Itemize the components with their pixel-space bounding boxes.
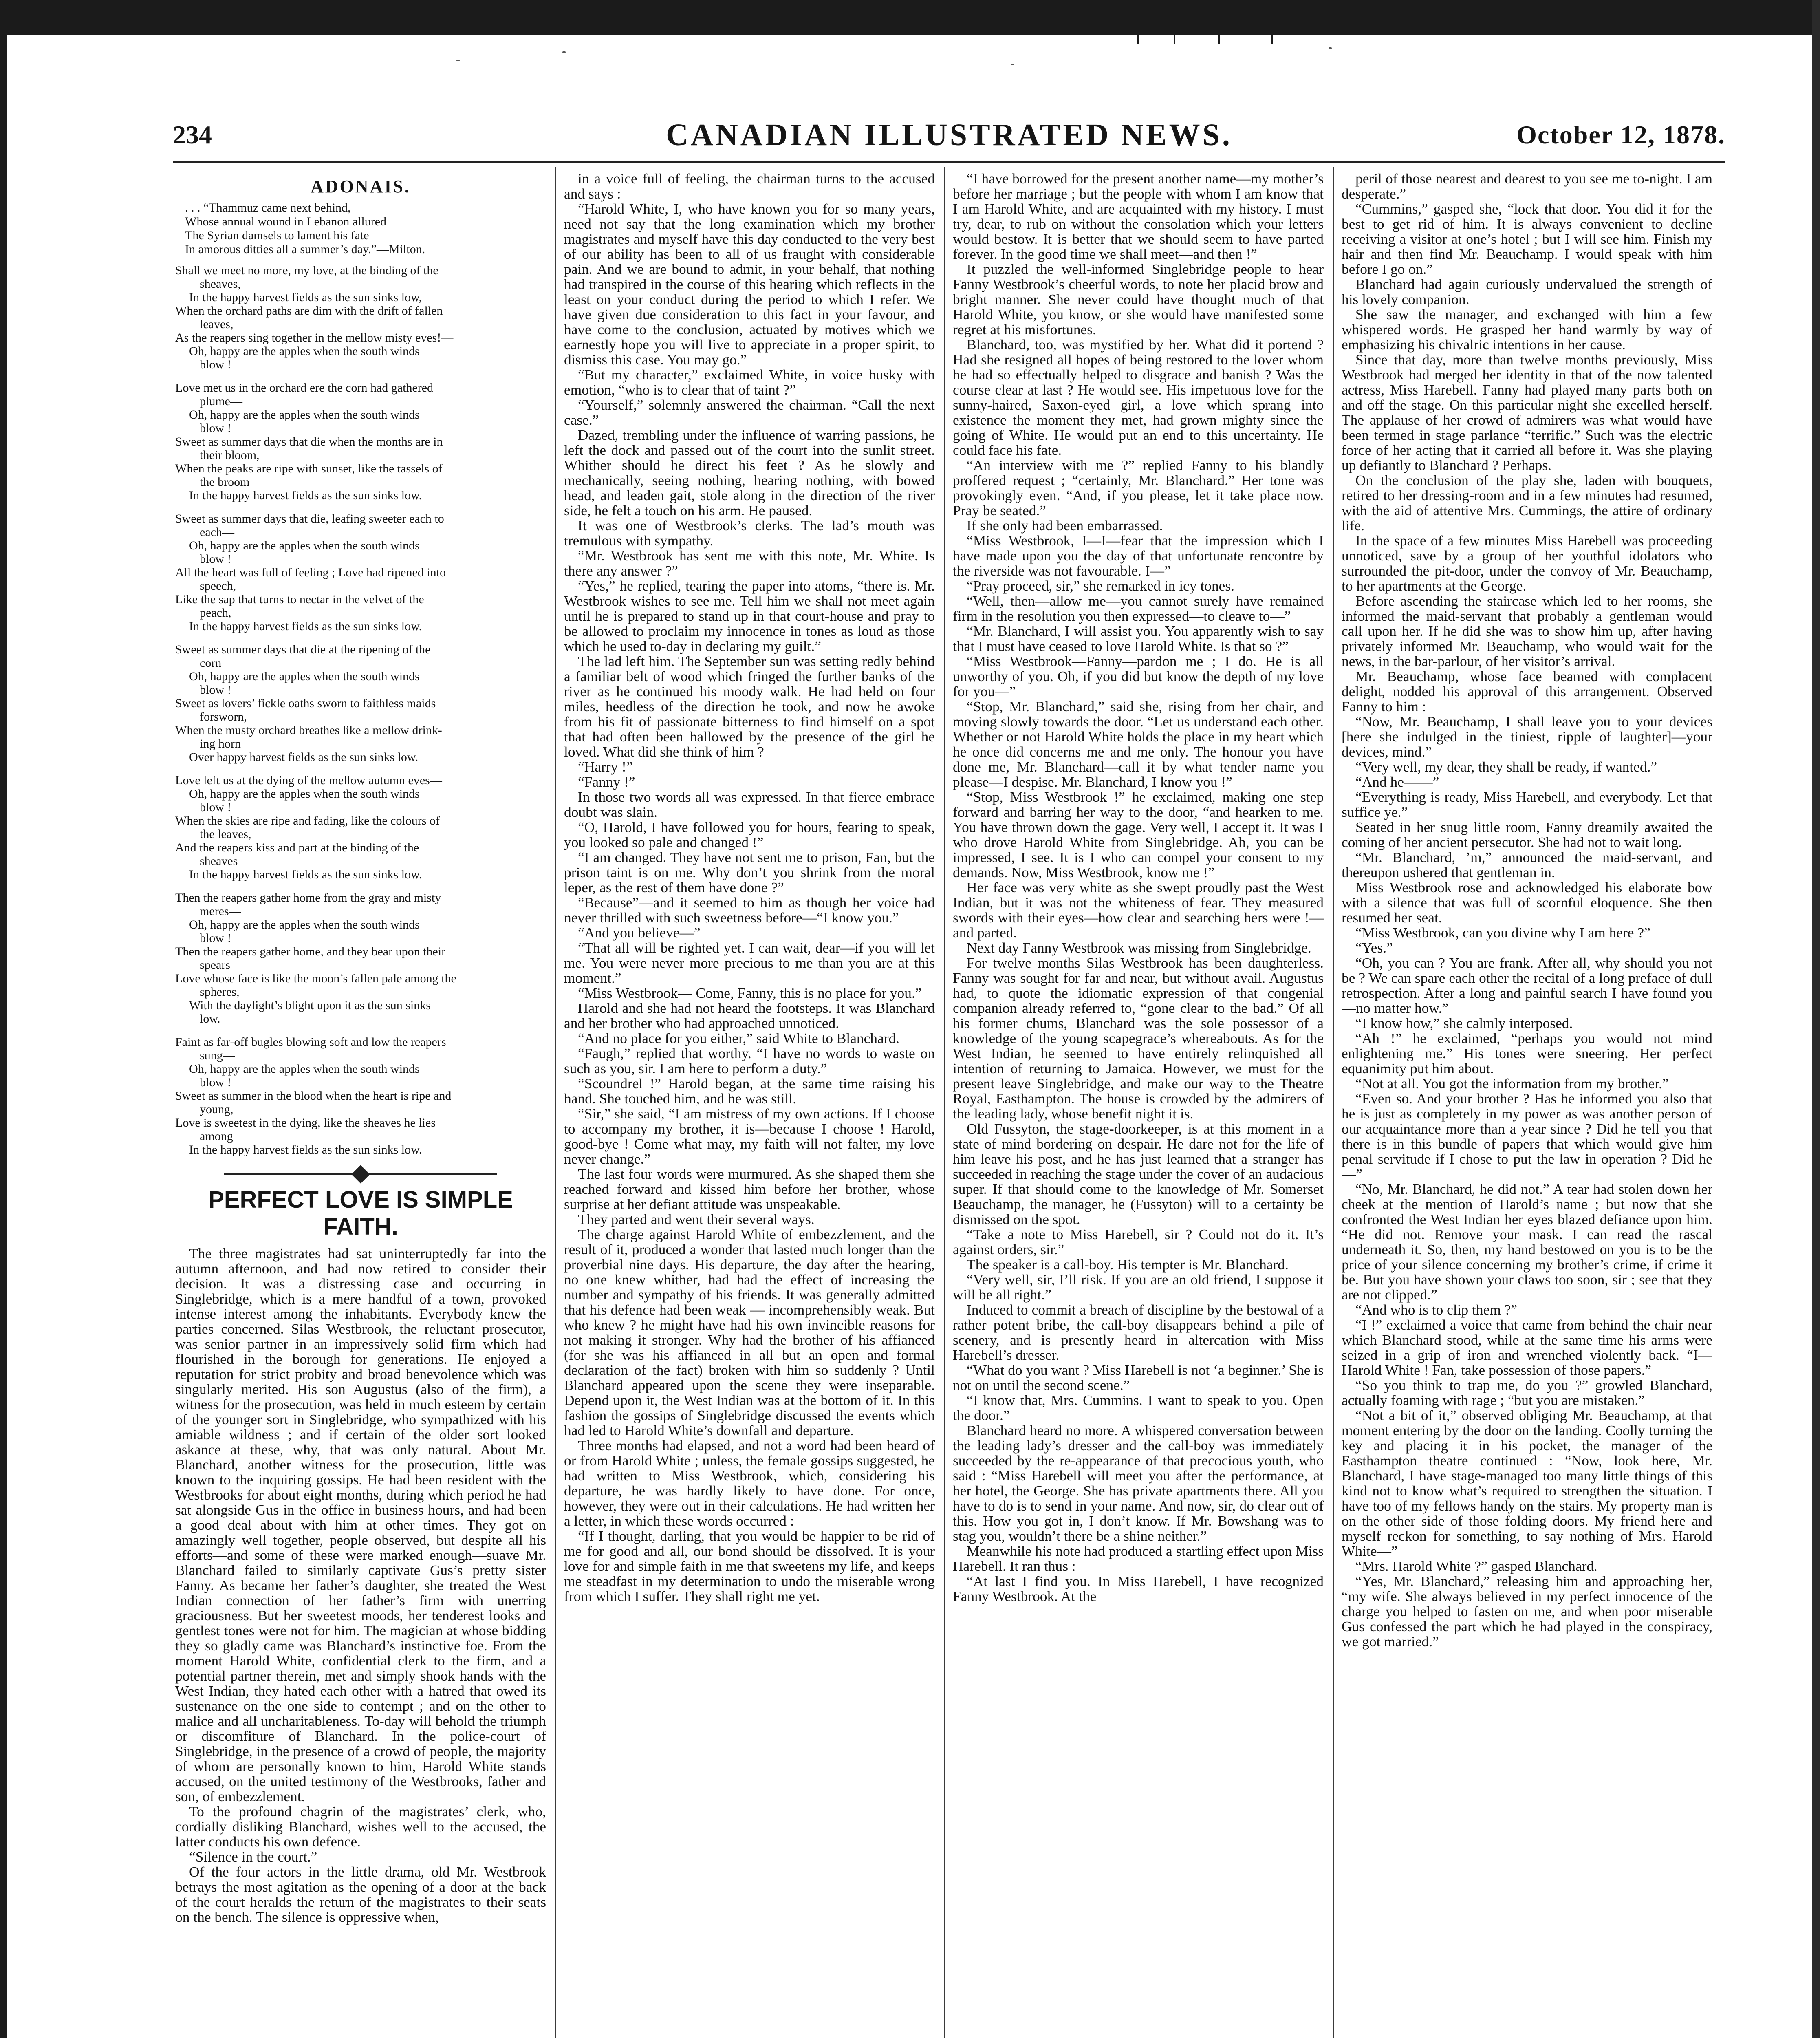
story-paragraph: “Oh, you can ? You are frank. After all, why should you not be ? We can spare each other the recital of a long preface of dull retrospection. After a long and painful search I have found you—no matter how.” [1342, 955, 1712, 1016]
story-paragraph: “Mr. Westbrook has sent me with this note, Mr. White. Is there any answer ?” [564, 547, 935, 579]
poem-line: among [200, 1129, 233, 1143]
poem-stanza [175, 891, 546, 1026]
poem-line: leaves, [200, 318, 234, 331]
scan-border-right [1812, 0, 1820, 2038]
poem-line: plume— [200, 395, 242, 408]
story-paragraph: “Take a note to Miss Harebell, sir ? Could not do it. It’s against orders, sir.” [953, 1226, 1324, 1257]
poem-line: In the happy harvest fields as the sun sinks low, [189, 291, 422, 304]
story-paragraph: “Miss Westbrook—Fanny—pardon me ; I do. He is all unworthy of you. Oh, if you did but know the depth of my love for you—” [953, 653, 1324, 699]
poem-line: Oh, happy are the apples when the south winds [189, 344, 420, 358]
poem-epigraph [185, 201, 546, 256]
story-paragraph: “And he——” [1355, 774, 1439, 790]
story-paragraph: “Now, Mr. Beauchamp, I shall leave you to your devices [here she indulged in the tiniest, ripple of laughter]—your devices, mind.” [1342, 713, 1712, 760]
story-paragraph: “Well, then—allow me—you cannot surely have remained firm in the resolution you then expressed—to cleave to—” [953, 593, 1324, 624]
column-rule [1333, 167, 1334, 2038]
poem-line: With the daylight’s blight upon it as the sun sinks [189, 999, 431, 1012]
story-paragraph: “Even so. And your brother ? Has he informed you also that he is just as completely in my power as was another person of our acquaintance more than a year since ? Did he tell you that there is in this bundle of papers that which would give him penal servitude if I chose to put the law in operation ? Did he—” [1342, 1090, 1712, 1182]
story-paragraph: The speaker is a call-boy. His tempter is Mr. Blanchard. [967, 1256, 1289, 1273]
story-paragraph: “Cummins,” gasped she, “lock that door. You did it for the best to get rid of him. It is always convenient to decline receiving a visitor at one’s hotel ; but I will see him. Finish my hair and then find Mr. Beauchamp. I would speak with him before I go on.” [1342, 201, 1712, 277]
story-paragraph: “Stop, Miss Westbrook !” he exclaimed, making one step forward and barring her way to the door, “and hearken to me. You have thrown down the gage. Very well, I accept it. It was I who drove Harold White from Singlebridge. Ah, you can be impressed, I see. It is I who can compel your consent to my demands. Now, Miss Westbrook, know me !” [953, 789, 1324, 880]
story-paragraph: “Everything is ready, Miss Harebell, and everybody. Let that suffice ye.” [1342, 789, 1712, 820]
story-paragraph: “Not at all. You got the information from my brother.” [1355, 1075, 1669, 1092]
story-paragraph: “Mrs. Harold White ?” gasped Blanchard. [1355, 1558, 1597, 1574]
poem-line: Love met us in the orchard ere the corn had gathered [175, 381, 434, 395]
poem-line: And the reapers kiss and part at the binding of the [175, 841, 419, 854]
poem-line: Sweet as summer days that die, leafing sweeter each to [175, 512, 444, 525]
story-paragraph: “And you believe—” [578, 924, 701, 941]
poem-line: Oh, happy are the apples when the south winds [189, 1062, 420, 1076]
story-paragraph: For twelve months Silas Westbrook has been daughterless. Fanny was sought for far and near, but without avail. Augustus had, to quote the idiomatic expression of that congenial companion already referred to, “gone clear to the bad.” Of all his former chums, Blanchard was the sole possessor of a knowledge of the young scapegrace’s whereabouts. As for the West Indian, he seemed to have entirely relinquished all intention of returning to Jamaica. However, we must for the present leave Singlebridge, and make our way to the Theatre Royal, Easthampton. The house is crowded by the admirers of the leading lady, whose benefit night it is. [953, 955, 1324, 1122]
section-divider [175, 1166, 546, 1182]
poem-line: Shall we meet no more, my love, at the binding of the [175, 264, 438, 277]
poem-line: sheaves, [200, 277, 241, 291]
poem-line: In the happy harvest fields as the sun sinks low. [189, 868, 422, 881]
story-paragraph: The three magistrates had sat uninterruptedly far into the autumn afternoon, and had now retired to consider their decision. It was a distressing case and occurring in Singlebridge, which is a mere handful of a town, provoked intense interest among the inhabitants. Everybody knew the parties concerned. Silas Westbrook, the reluctant prosecutor, was senior partner in an impressively solid firm which had flourished in the borough for generations. He enjoyed a reputation for strict probity and broad benevolence which was singularly merited. His son Augustus (also of the firm), a witness for the prosecution, was held in much esteem by certain of the younger sort in Singlebridge, who sympathized with his amiable wildness ; and if certain of the older sort looked askance at these, why, that was only natural. About Mr. Blanchard, another witness for the prosecution, little was known to the inquiring gossips. He had been resident with the Westbrooks for about eight months, during which period he had sat alongside Gus in the office in business hours, and had been a good deal about with him at other times. They got on amazingly well together, people observed, but despite all his efforts—and some of these were marked enough—suave Mr. Blanchard failed to similarly captivate Gus’s pretty sister Fanny. As became her father’s daughter, she treated the West Indian connection of her father’s firm with unerring graciousness. But her sweetest moods, her tenderest looks and gentlest tones were not for him. The magician at whose bidding they so gladly came was Blanchard’s instinctive foe. From the moment Harold White, confidential clerk to the firm, and a potential partner therein, met and simply shook hands with the West Indian, they hated each other with a hatred that owed its sustenance on the one side to contempt ; and on the other to malice and all uncharitableness. To-day will behold the triumph or discomfiture of Blanchard. In the police-court of Singlebridge, in the presence of a crowd of people, the majority of whom are personally known to him, Harold White stands accused, on the united testimony of the Westbrooks, father and son, of embezzlement. [175, 1245, 546, 1804]
story-paragraph: Harold and she had not heard the footsteps. It was Blanchard and her brother who had approached unnoticed. [564, 1000, 935, 1031]
story-paragraph: “Because”—and it seemed to him as though her voice had never thrilled with such sweetness before—“I know you.” [564, 894, 935, 926]
story-paragraph: It was one of Westbrook’s clerks. The lad’s mouth was tremulous with sympathy. [564, 517, 935, 549]
poem-title: ADONAIS. [311, 176, 411, 196]
story-paragraph: Of the four actors in the little drama, old Mr. Westbrook betrays the most agitation as the opening of a door at the back of the court heralds the return of the magistrates to their seats on the bench. The silence is oppressive when, [175, 1864, 546, 1925]
story-text-column-3 [953, 171, 1324, 1604]
story-paragraph: On the conclusion of the play she, laden with bouquets, retired to her dressing-room and in a few minutes had resumed, with the aid of attentive Mrs. Cummings, the attire of ordinary life. [1342, 472, 1712, 534]
story-paragraph: “Mr. Blanchard, ’m,” announced the maid-servant, and thereupon ushered that gentleman in. [1342, 849, 1712, 880]
epigraph-line: The Syrian damsels to lament his fate [185, 229, 369, 242]
story-paragraph: “So you think to trap me, do you ?” growled Blanchard, actually foaming with rage ; “but you are mistaken.” [1342, 1377, 1712, 1408]
poem-stanza [175, 512, 546, 633]
story-paragraph: “O, Harold, I have followed you for hours, fearing to speak, you looked so pale and changed !” [564, 819, 935, 850]
story-paragraph: “Yourself,” solemnly answered the chairman. “Call the next case.” [564, 397, 935, 428]
poem-line: blow ! [200, 552, 231, 566]
poem-stanza [175, 381, 546, 502]
story-paragraph: “And no place for you either,” said White to Blanchard. [578, 1030, 900, 1046]
story-paragraph: “Miss Westbrook, I—I—fear that the impression which I have made upon you the day of that unfortunate rencontre by the riverside was not favourable. I—” [953, 532, 1324, 579]
story-paragraph: “Harold White, I, who have known you for so many years, need not say that the long examination which my brother magistrates and myself have this day conducted to the very best of our ability has been to all of us fraught with considerable pain. And we are bound to admit, in your behalf, that nothing had transpired in the course of this hearing which reflects in the least on your conduct during the period to which I refer. We have given due consideration to this fact in your favour, and have come to the conclusion, actuated by motives which we earnestly hope you will live to appreciate in a proper spirit, to dismiss this case. You may go.” [564, 201, 935, 368]
poem-line: sung— [200, 1049, 235, 1062]
story-paragraph: Before ascending the staircase which led to her rooms, she informed the maid-servant that probably a gentleman would call upon her. If he did she was to show him up, after having privately informed Mr. Beauchamp, who would wait for the news, in the bar-parlour, of her visitor’s arrival. [1342, 593, 1712, 669]
story-paragraph: “That all will be righted yet. I can wait, dear—if you will let me. You were never more precious to me than you are at this moment.” [564, 940, 935, 986]
issue-date: October 12, 1878. [1516, 120, 1725, 149]
poem-line: Oh, happy are the apples when the south winds [189, 918, 420, 931]
poem-line: Like the sap that turns to nectar in the velvet of the [175, 593, 424, 606]
poem-line: blow ! [200, 421, 231, 435]
poem-line: In the happy harvest fields as the sun sinks low. [189, 489, 422, 502]
story-paragraph: Induced to commit a breach of discipline by the bestowal of a rather potent bribe, the call-boy disappears behind a pile of scenery, and is presently heard in altercation with Miss Harebell’s dresser. [953, 1301, 1324, 1363]
poem-line: meres— [200, 904, 241, 918]
story-paragraph: “I am changed. They have not sent me to prison, Fan, but the prison taint is on me. Why don’t you shrink from the moral leper, as the rest of them have done ?” [564, 849, 935, 895]
story-paragraph: “Faugh,” replied that worthy. “I have no words to waste on such as you, sir. I am here to perform a duty.” [564, 1045, 935, 1076]
story-paragraph: The charge against Harold White of embezzlement, and the result of it, produced a wonder that lasted much longer than the proverbial nine days. His departure, the day after the hearing, no one knew whither, had had the effect of increasing the number and sympathy of his friends. It was generally admitted that his defence had been weak — incomprehensibly weak. But who knew ? he might have had his own invincible reasons for not making it stronger. Why had the brother of his affianced (for she was his affianced in all but an open and formal declaration of the fact) broken with him so suddenly ? Until Blanchard appeared upon the scene they were inseparable. Depend upon it, the West Indian was at the bottom of it. In this fashion the gossips of Singlebridge discussed the events which had led to Harold White’s downfall and departure. [564, 1226, 935, 1438]
poem-line: Oh, happy are the apples when the south winds [189, 670, 420, 683]
story-paragraph: If she only had been embarrassed. [967, 517, 1163, 534]
story-paragraph: “But my character,” exclaimed White, in voice husky with emotion, “who is to clear that of taint ?” [564, 366, 935, 398]
story-paragraph: “Fanny !” [578, 774, 635, 790]
poem-line: Then the reapers gather home from the gray and misty [175, 891, 441, 904]
poem-line: Oh, happy are the apples when the south winds [189, 539, 420, 552]
poem-line: ing horn [200, 737, 241, 750]
poem-line: blow ! [200, 1076, 231, 1089]
story-paragraph: Old Fussyton, the stage-doorkeeper, is at this moment in a state of mind bordering on despair. He dare not for the life of him leave his post, and he has just learned that a stranger has succeeded in reaching the stage under the cover of an audacious super. If that should come to the knowledge of Mr. Somerset Beauchamp, the manager, he (Fussyton) will to a certainty be dismissed on the spot. [953, 1120, 1324, 1227]
story-paragraph: “Miss Westbrook, can you divine why I am here ?” [1355, 924, 1650, 941]
poem-line: When the peaks are ripe with sunset, like the tassels of [175, 462, 443, 475]
epigraph-line: Whose annual wound in Lebanon allured [185, 215, 387, 228]
page-number: 234 [173, 120, 212, 149]
scan-specks [0, 35, 1820, 84]
story-paragraph: “Scoundrel !” Harold began, at the same time raising his hand. She touched him, and he was still. [564, 1075, 935, 1107]
poem-line: spears [200, 958, 230, 972]
column-2 [564, 171, 935, 2038]
poem-line: Oh, happy are the apples when the south winds [189, 408, 420, 421]
story-paragraph: “What do you want ? Miss Harebell is not ‘a beginner.’ She is not on until the second scene.” [953, 1362, 1324, 1393]
story-text-column-1 [175, 1246, 546, 1925]
story-paragraph: Next day Fanny Westbrook was missing from Singlebridge. [967, 940, 1311, 956]
story-paragraph: “No, Mr. Blanchard, he did not.” A tear had stolen down her cheek at the mention of Harold’s name ; but now that she confronted the West Indian her eyes blazed defiance upon him. “He did not. Remove your mask. I can read the rascal underneath it. So, then, my hand bestowed on you is to be the price of your silence concerning my brother’s crime, if crime it be. But you have shown your claws too soon, sir ; see that they are not clipped.” [1342, 1181, 1712, 1303]
poem-line: All the heart was full of feeling ; Love had ripened into [175, 566, 446, 579]
poem-stanza [175, 1035, 546, 1156]
story-paragraph: It puzzled the well-informed Singlebridge people to hear Fanny Westbrook’s cheerful words, to note her placid brow and bright manner. She never could have thought much of that Harold White, you know, or she would have manifested some regret at his misfortunes. [953, 261, 1324, 337]
story-paragraph: peril of those nearest and dearest to you see me to-night. I am desperate.” [1342, 171, 1712, 202]
story-paragraph: “Harry !” [578, 759, 633, 775]
column-3 [953, 171, 1324, 2038]
masthead [173, 114, 1725, 159]
story-paragraph: Three months had elapsed, and not a word had been heard of or from Harold White ; unless, the female gossips suggested, he had written to Miss Westbrook, which, considering his departure, he was hardly likely to have done. For once, however, they were out in their calculations. He had written her a letter, in which these words occurred : [564, 1437, 935, 1529]
poem-line: young, [200, 1103, 234, 1116]
poem-stanza [175, 774, 546, 881]
story-text-column-2 [564, 171, 935, 1604]
story-paragraph: “Mr. Blanchard, I will assist you. You apparently wish to say that I must have ceased to love Harold White. Is that so ?” [953, 623, 1324, 654]
story-paragraph: “Not a bit of it,” observed obliging Mr. Beauchamp, at that moment entering by the door on the landing. Coolly turning the key and placing it in his pocket, the manager of the Easthampton theatre continued : “Now, look here, Mr. Blanchard, I have stage-managed too many little things of this kind not to know what’s required to strengthen the situation. I have too of my fellows handy on the stairs. My property man is on the other side of those folding doors. My friend here and myself reckon for something, to say nothing of Mrs. Harold White—” [1342, 1407, 1712, 1559]
story-paragraph: “I !” exclaimed a voice that came from behind the chair near which Blanchard stood, while at the same time his arms were seized in a grip of iron and wrenched violently back. “I—Harold White ! Fan, take possession of those papers.” [1342, 1317, 1712, 1378]
story-paragraph: “Sir,” she said, “I am mistress of my own actions. If I choose to accompany my brother, it is—because I choose ! Harold, good-bye ! Come what may, my faith will not falter, my love never change.” [564, 1105, 935, 1167]
poem-line: Love is sweetest in the dying, like the sheaves he lies [175, 1116, 436, 1129]
story-paragraph: “Ah !” he exclaimed, “perhaps you would not mind enlightening me.” His tones were sneering. Her perfect equanimity put him about. [1342, 1030, 1712, 1076]
poem-line: Sweet as summer in the blood when the heart is ripe and [175, 1089, 452, 1103]
story-paragraph: Her face was very white as she swept proudly past the West Indian, but it was not the whiteness of fear. They measured swords with their eyes—how clear and searching hers were !—and parted. [953, 879, 1324, 941]
story-paragraph: “An interview with me ?” replied Fanny to his blandly proffered request ; “certainly, Mr. Blanchard.” Her tone was provokingly even. “And, if you please, let it take place now. Pray be seated.” [953, 457, 1324, 518]
story-title: PERFECT LOVE IS SIMPLE FAITH. [208, 1187, 513, 1240]
story-paragraph: Blanchard had again curiously undervalued the strength of his lovely companion. [1342, 276, 1712, 307]
poem-line: the broom [200, 475, 250, 489]
story-paragraph: To the profound chagrin of the magistrates’ clerk, who, cordially disliking Blanchard, wishes well to the accused, the latter conducts his own defence. [175, 1803, 546, 1850]
story-paragraph: “Very well, my dear, they shall be ready, if wanted.” [1355, 759, 1657, 775]
poem-line: peach, [200, 606, 231, 620]
poem-stanza [175, 643, 546, 764]
poem-line: low. [200, 1012, 220, 1026]
story-paragraph: “I have borrowed for the present another name—my mother’s before her marriage ; but the people with whom I am know that I am Harold White, and are acquainted with my history. I must try, dear, to rub on without the consolation which your letters would bestow. It is better that we should seem to have parted forever. In the good time we shall meet—and then !” [953, 171, 1324, 262]
story-paragraph: Meanwhile his note had produced a startling effect upon Miss Harebell. It ran thus : [953, 1543, 1324, 1574]
story-paragraph: “Silence in the court.” [189, 1848, 317, 1865]
story-paragraph: “Yes,” he replied, tearing the paper into atoms, “there is. Mr. Westbrook wishes to see me. Tell him we shall not meet again until he is prepared to stand up in that court-house and pray to be allowed to proclaim my innocence in tones as loud as those which he used to-day in declaring my guilt.” [564, 578, 935, 654]
poem-line: blow ! [200, 931, 231, 945]
poem-stanza [175, 264, 546, 371]
poem-line: blow ! [200, 683, 231, 697]
story-paragraph: Since that day, more than twelve months previously, Miss Westbrook had merged her identity in that of the now talented actress, Miss Harebell. Fanny had played many parts both on and off the stage. On this particular night she excelled herself. The applause of her crowd of admirers was what would have been termed in stage parlance “terrific.” Such was the electric force of her acting that it carried all before it. Was she playing up defiantly to Blanchard ? Perhaps. [1342, 351, 1712, 473]
story-text-column-4 [1342, 171, 1712, 1649]
poem-line: Then the reapers gather home, and they bear upon their [175, 945, 446, 958]
story-paragraph: Miss Westbrook rose and acknowledged his elaborate bow with a silence that was full of scornful eloquence. She then resumed her seat. [1342, 879, 1712, 926]
scan-border-top [0, 0, 1820, 35]
story-paragraph: In those two words all was expressed. In that fierce embrace doubt was slain. [564, 789, 935, 820]
poem-line: their bloom, [200, 448, 260, 462]
poem-line: Love whose face is like the moon’s fallen pale among the [175, 972, 456, 985]
column-rule [944, 167, 945, 2038]
poem-line: spheres, [200, 985, 240, 999]
story-paragraph: The last four words were murmured. As she shaped them she reached forward and kissed him before her brother, whose surprise at her defiant attitude was unspeakable. [564, 1166, 935, 1212]
scan-border-left [0, 0, 7, 2038]
poem-line: speech, [200, 579, 236, 593]
poem-line: Faint as far-off bugles blowing soft and low the reapers [175, 1035, 446, 1049]
story-paragraph: “Yes, Mr. Blanchard,” releasing him and approaching her, “my wife. She always believed in my perfect innocence of the charge you helped to fasten on me, and when poor miserable Gus confessed the part which he had played in the conspiracy, we got married.” [1342, 1573, 1712, 1650]
poem-line: sheaves [200, 854, 238, 868]
poem-line: Sweet as summer days that die at the ripening of the [175, 643, 431, 656]
newspaper-title: CANADIAN ILLUSTRATED NEWS. [666, 118, 1232, 152]
story-paragraph: Blanchard, too, was mystified by her. What did it portend ? Had she resigned all hopes of being restored to the lover whom he had so effectually helped to disgrace and banish ? Was the course clear at last ? He would see. His impetuous love for the sunny-haired, Saxon-eyed girl, a love which sprang into existence the moment they met, had grown mighty since the going of White. He would put an end to this uncertainty. He could face his fate. [953, 336, 1324, 458]
poem-line: Over happy harvest fields as the sun sinks low. [189, 750, 419, 764]
poem-body [175, 264, 546, 1156]
poem-line: Sweet as lovers’ fickle oaths sworn to faithless maids [175, 697, 436, 710]
story-paragraph: “I know how,” she calmly interposed. [1355, 1015, 1573, 1031]
masthead-rule [173, 161, 1725, 163]
story-paragraph: Mr. Beauchamp, whose face beamed with complacent delight, nodded his approval of this arrangement. Observed Fanny to him : [1342, 668, 1712, 715]
divider-ornament [351, 1165, 370, 1183]
story-paragraph: The lad left him. The September sun was setting redly behind a familiar belt of wood which fringed the further banks of the river as he continued his moody walk. He had held on four miles, heedless of the direction he took, and now he awoke from his fit of passionate bitterness to find himself on a spot that had often been hallowed by the presence of the girl he loved. What did she think of him ? [564, 653, 935, 760]
story-paragraph: in a voice full of feeling, the chairman turns to the accused and says : [564, 171, 935, 202]
story-paragraph: “At last I find you. In Miss Harebell, I have recognized Fanny Westbrook. At the [953, 1573, 1324, 1604]
poem-line: each— [200, 525, 234, 539]
story-paragraph: “Very well, sir, I’ll risk. If you are an old friend, I suppose it will be all right.” [953, 1271, 1324, 1303]
story-paragraph: Seated in her snug little room, Fanny dreamily awaited the coming of her ancient persecutor. She had not to wait long. [1342, 819, 1712, 850]
poem-line: In the happy harvest fields as the sun sinks low. [189, 1143, 422, 1156]
poem-line: Love left us at the dying of the mellow autumn eves— [175, 774, 442, 787]
story-paragraph: “Pray proceed, sir,” she remarked in icy tones. [967, 578, 1234, 594]
story-paragraph: “If I thought, darling, that you would be happier to be rid of me for good and all, our bond should be dissolved. It is your love for and simple faith in me that sweetens my life, and keeps me steadfast in my determination to undo the miserable wrong from which I suffer. They shall right me yet. [564, 1528, 935, 1604]
story-paragraph: In the space of a few minutes Miss Harebell was proceeding unnoticed, save by a group of her youthful idolators who surrounded the pit-door, under the convoy of Mr. Beauchamp, to her apartments at the George. [1342, 532, 1712, 594]
story-paragraph: Blanchard heard no more. A whispered conversation between the leading lady’s dresser and the call-boy was immediately succeeded by the re-appearance of that precocious youth, who said : “Miss Harebell will meet you after the performance, at her hotel, the George. She has private apartments there. All you have to do is to send in your name. And now, sir, do clear out of this. How you got in, I don’t know. If Mr. Bowshang was to stag you, wouldn’t there be a shine neither.” [953, 1422, 1324, 1544]
story-paragraph: Dazed, trembling under the influence of warring passions, he left the dock and passed out of the court into the sunlit street. Whither should he direct his feet ? As he slowly and mechanically, seeing nothing, hearing nothing, with bowed head, and leaden gait, stole along in the direction of the river side, he felt a touch on his arm. He paused. [564, 427, 935, 518]
poem-line: blow ! [200, 801, 231, 814]
column-rule [555, 167, 556, 2038]
poem-line: blow ! [200, 358, 231, 371]
story-paragraph: “Miss Westbrook— Come, Fanny, this is no place for you.” [578, 985, 922, 1001]
story-paragraph: They parted and went their several ways. [578, 1211, 815, 1227]
story-paragraph: She saw the manager, and exchanged with him a few whispered words. He grasped her hand warmly by way of emphasizing his chivalric intentions in her cause. [1342, 306, 1712, 353]
poem-line: As the reapers sing together in the mellow misty eves!— [175, 331, 454, 344]
epigraph-line: In amorous ditties all a summer’s day.”—Milton. [185, 243, 425, 256]
poem-line: When the musty orchard breathes like a mellow drink- [175, 723, 442, 737]
story-paragraph: “I know that, Mrs. Cummins. I want to speak to you. Open the door.” [953, 1392, 1324, 1423]
poem-line: Sweet as summer days that die when the months are in [175, 435, 443, 448]
epigraph-line: . . . “Thammuz came next behind, [185, 201, 351, 214]
poem-line: When the orchard paths are dim with the drift of fallen [175, 304, 443, 318]
poem-line: In the happy harvest fields as the sun sinks low. [189, 620, 422, 633]
poem-line: When the skies are ripe and fading, like the colours of [175, 814, 440, 827]
poem-line: Oh, happy are the apples when the south winds [189, 787, 420, 801]
column-4 [1342, 171, 1712, 2038]
story-paragraph: “And who is to clip them ?” [1355, 1301, 1518, 1318]
poem-line: forsworn, [200, 710, 247, 723]
story-paragraph: “Yes.” [1355, 940, 1393, 956]
column-1 [175, 171, 546, 2038]
story-paragraph: “Stop, Mr. Blanchard,” said she, rising from her chair, and moving slowly towards the door. “Let us understand each other. Whether or not Harold White holds the place in my heart which he once did concerns me and me only. The honour you have done me, Mr. Blanchard—call it by what tender name you please—I despise. Mr. Blanchard, I know you !” [953, 698, 1324, 790]
poem-line: corn— [200, 656, 234, 670]
poem-line: the leaves, [200, 827, 251, 841]
